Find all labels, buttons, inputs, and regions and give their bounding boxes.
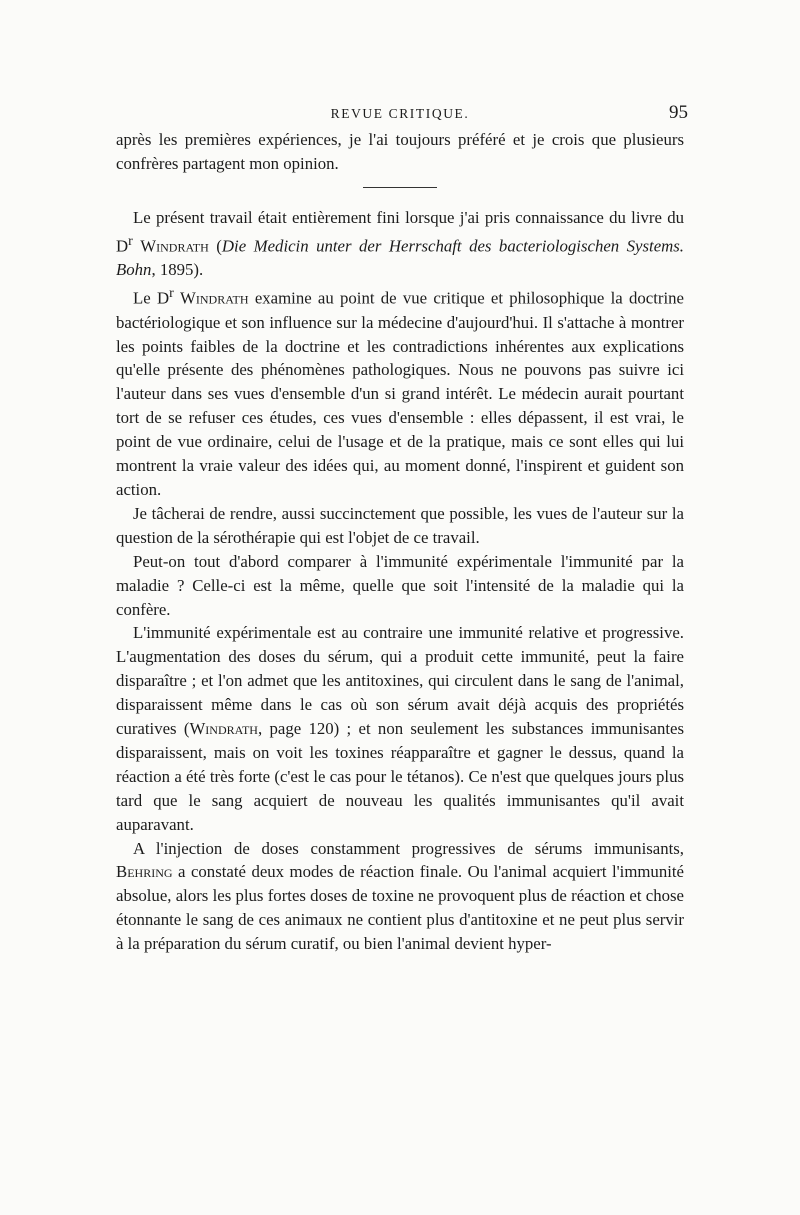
running-head (116, 102, 688, 130)
author-name-behring: Behring (116, 862, 173, 882)
paragraph-windrath-critique (116, 282, 684, 502)
intro-paragraph (116, 128, 684, 176)
p6-text-2: a constaté deux modes de réaction finale. Ou l'animal acquiert l'immunité absolue, alors les plus fortes doses de toxine ne provoquent plus de réaction et chose étonnante le sang de ces animaux ne contient plus d'antitoxine et ne peut plus servir à la préparation du sérum curatif, ou bien l'animal devient hyper- (116, 862, 684, 954)
p2-text-2: examine au point de vue critique et philosophique la doctrine bactériologique et son influence sur la médecine d'aujourd'hui. Il s'attache à montrer les points faibles de la doctrine et les contradictions inhérentes aux explications qu'elle présente des phénomènes pathologiques. Nous ne pouvons pas suivre ici l'auteur dans ses vues d'ensemble d'un si grand intérêt. Le médecin aurait pourtant tort de se refuser ces études, ces vues d'ensemble : elles dépassent, il est vrai, le point de vue ordinaire, celui de l'usage et de la pratique, mais ce sont elles qui lui montrent la vraie valeur des idées qui, au moment donné, l'inspirent et guident son action. (116, 288, 684, 499)
p6-text-1: A l'injection de doses constamment progressives de sérums immunisants, (133, 838, 684, 858)
paragraph-experimental-immunity (116, 621, 684, 836)
intro-text: après les premières expériences, je l'ai toujours préféré et je crois que plusieurs confrères partagent mon opinion. (116, 130, 684, 173)
running-title: REVUE CRITIQUE. (330, 106, 470, 121)
paragraph-behring (116, 837, 684, 957)
p1-text-1: Le présent travail était entièrement fini lorsque j'ai pris connaissance du livre du D (116, 207, 684, 256)
page-number: 95 (669, 102, 688, 123)
p1-text-2: ( (208, 236, 222, 256)
paragraph-immunity-comparison (116, 550, 684, 622)
paragraph-serotherapy (116, 502, 684, 550)
author-name-windrath-3: Windrath (189, 719, 258, 739)
p3-text: Je tâcherai de rendre, aussi succinctement que possible, les vues de l'auteur sur la question de la sérothérapie qui est l'objet de ce travail. (116, 503, 684, 547)
section-separator (363, 187, 437, 188)
p1-text-3: , 1895). (151, 260, 204, 280)
body-text (116, 128, 684, 956)
p2-doctor-superscript: r (169, 286, 174, 302)
p2-text-1: Le D (133, 288, 170, 308)
p1-doctor-superscript: r (128, 233, 133, 249)
book-title: Die Medicin unter der Herrschaft des bacteriologischen Systems. Bohn (116, 236, 684, 280)
author-name-windrath: Windrath (140, 236, 209, 256)
author-name-windrath-2: Windrath (180, 288, 249, 308)
p5-text-1: L'immunité expérimentale est au contraire une immunité relative et progressive. L'augmentation des doses du sérum, qui a produit cette immunité, peut la faire disparaître ; et l'on admet que les antitoxines, qui circulent dans le sang de l'animal, disparaissent même dans le cas où son sérum avait déjà acquis des propriétés curatives ( (116, 623, 684, 739)
p5-text-2: , page 120) ; et non seulement les substances immunisantes disparaissent, mais on voit les toxines réapparaître et gagner le dessus, quand la réaction a été très forte (c'est le cas pour le tétanos). Ce n'est que quelques jours plus tard que le sang acquiert de nouveau les qualités immunisantes qu'il avait auparavant. (116, 719, 684, 834)
p4-text: Peut-on tout d'abord comparer à l'immunité expérimentale l'immunité par la maladie ? Celle-ci est la même, quelle que soit l'intensité de la maladie qui la confère. (116, 551, 684, 619)
paragraph-windrath-book (116, 206, 684, 282)
